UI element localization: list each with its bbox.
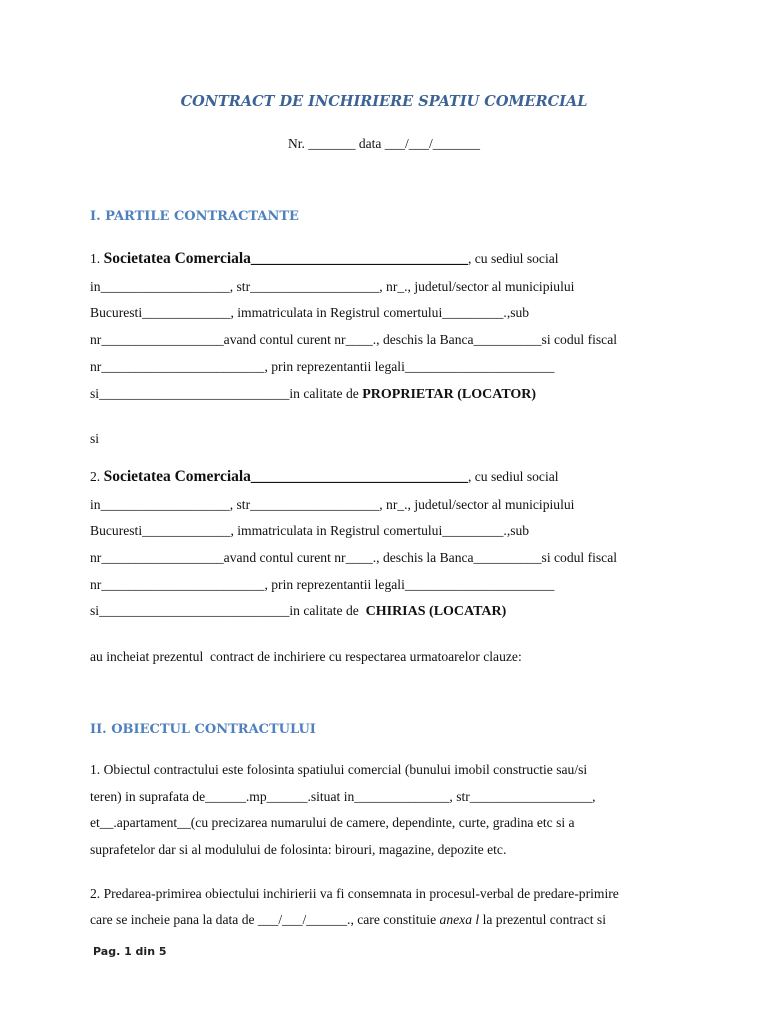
parties-closing: au incheiat prezentul contract de inchiriere cu respectarea urmatoarelor clauze:	[90, 649, 522, 664]
party1-seat: , cu sediul social	[467, 251, 559, 266]
clause1-line1: 1. Obiectul contractului este folosinta spatiului comercial (bunului imobil constructie sau/si	[90, 762, 588, 777]
conjunction: si	[90, 431, 100, 446]
clause2-line1: 2. Predarea-primirea obiectului inchirierii va fi consemnata in procesul-verbal de predare-primire	[90, 886, 619, 901]
document-title: CONTRACT DE INCHIRIERE SPATIU COMERCIAL	[180, 93, 588, 110]
party1-line4: nr__________________avand contul curent nr____., deschis la Banca__________si codul fiscal	[90, 332, 618, 347]
party1-number: 1.	[90, 251, 104, 266]
party2-line2: in___________________, str___________________, nr_., judetul/sector al municipiului	[90, 497, 575, 512]
party1-line6	[90, 385, 536, 404]
party1-line1	[90, 250, 559, 268]
party2-number: 2.	[90, 469, 104, 484]
party2-line5: nr________________________, prin reprezentantii legali______________________	[90, 577, 555, 592]
section-heading-object: II. OBIECTUL CONTRACTULUI	[90, 722, 316, 737]
party1-company: Societatea Comerciala____________________________	[103, 250, 468, 267]
party2-representative: si____________________________in calitate de	[90, 603, 366, 618]
party2-role: CHIRIAS (LOCATAR)	[365, 604, 507, 619]
party2-line1	[90, 468, 559, 486]
party2-line3: Bucuresti_____________, immatriculata in Registrul comertului_________.,sub	[90, 523, 530, 538]
contract-number-date: Nr. _______ data ___/___/_______	[288, 136, 480, 151]
clause1-line3: et__.apartament__(cu precizarea numarului de camere, dependinte, curte, gradina etc si a	[90, 815, 575, 830]
party2-line6	[90, 602, 506, 621]
annex-reference: anexa l	[439, 912, 480, 927]
clause1-line4: suprafetelor dar si al modulului de folosinta: birouri, magazine, depozite etc.	[90, 842, 507, 857]
clause2-text-start: care se incheie pana la data de ___/___/______., care constituie	[90, 912, 440, 927]
section-heading-parties: I. PARTILE CONTRACTANTE	[90, 209, 299, 224]
party2-seat: , cu sediul social	[467, 469, 559, 484]
party1-line2: in___________________, str___________________, nr_., judetul/sector al municipiului	[90, 279, 575, 294]
clause2-text-end: la prezentul contract si	[479, 912, 606, 927]
clause2-line2	[90, 911, 606, 929]
page-number-footer: Pag. 1 din 5	[93, 945, 167, 958]
clause1-line2: teren) in suprafata de______.mp______.situat in______________, str__________________,	[90, 789, 596, 804]
party2-company: Societatea Comerciala____________________________	[103, 468, 468, 485]
party2-line4: nr__________________avand contul curent nr____., deschis la Banca__________si codul fiscal	[90, 550, 618, 565]
party1-role: PROPRIETAR (LOCATOR)	[362, 387, 537, 402]
party1-representative: si____________________________in calitate de	[90, 386, 363, 401]
party1-line3: Bucuresti_____________, immatriculata in Registrul comertului_________.,sub	[90, 305, 530, 320]
party1-line5: nr________________________, prin reprezentantii legali______________________	[90, 359, 555, 374]
